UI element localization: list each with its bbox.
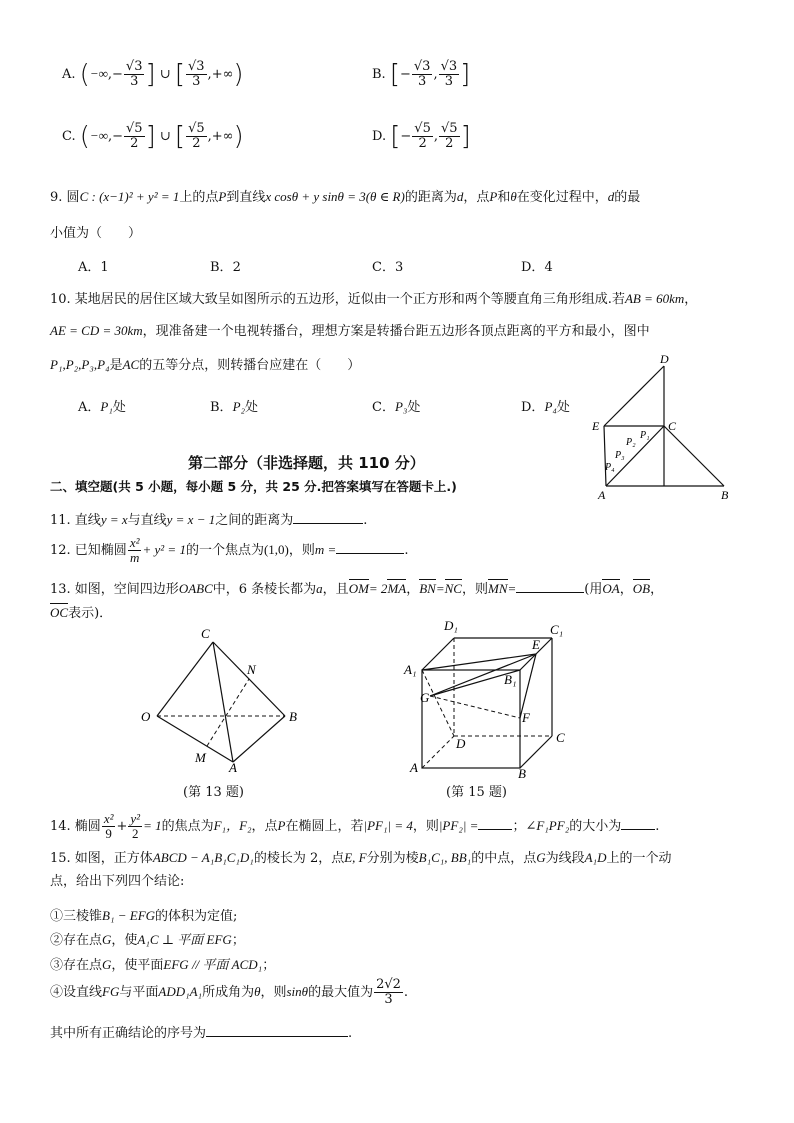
label-b1: B₁ [504, 672, 517, 687]
edge-a1-d1 [422, 638, 454, 670]
q10-option-b: B．P₂处 [210, 399, 259, 415]
q9-option-d: D．4 [521, 260, 553, 275]
q15-stem-line2: 点，给出下列四个结论: [50, 874, 185, 889]
label-a: A [598, 488, 606, 502]
q15-conclusion-3: ③存在点G，使平面EFG // 平面 ACD₁； [50, 957, 276, 973]
label-d: D [660, 352, 669, 366]
q8-option-d: D. [− $\frac{√5}{2}$ , $\frac{√5}{2}$ ] [372, 121, 471, 152]
label-b: B [721, 488, 729, 502]
q15-cube-figure [400, 616, 580, 780]
label-e: E [592, 419, 600, 433]
label-o: O [141, 709, 151, 724]
q15-answer-line: 其中所有正确结论的序号为 . [50, 1026, 353, 1041]
q13-figure-caption: (第 13 题) [183, 785, 244, 800]
q8-option-a: A. (−∞,− $\frac{√3}{3}$ ] ∪ [ $\frac{√3}{3}$ ,+∞) [62, 59, 244, 90]
q10-pentagon-figure [590, 352, 750, 502]
label-d1: D₁ [444, 618, 458, 633]
q10-option-a: A．P₁处 [78, 399, 126, 415]
part2-title: 第二部分（非选择题，共 110 分） [188, 454, 425, 472]
q11-answer-blank[interactable] [293, 511, 363, 524]
segment-a1-e [422, 654, 536, 670]
q9-stem-line2: 小值为（ ） [50, 226, 142, 241]
q8-option-c: C. (−∞,− $\frac{√5}{2}$ ] ∪ [ $\frac{√5}{2}$ ,+∞) [62, 121, 244, 152]
edge-oc [157, 642, 213, 716]
label-p4: P₄ [605, 462, 615, 473]
label-p1: P₁ [640, 430, 650, 441]
q15-answer-blank[interactable] [206, 1024, 348, 1037]
q10-stem-line2: AE = CD = 30km，现准备建一个电视转播台，理想方案是转播台距五边形各顶点距离的平方和最小，图中 [50, 323, 650, 339]
label-a: A [229, 760, 237, 772]
q15-stem-line1: 15. 如图，正方体ABCD − A₁B₁C₁D₁的棱长为 2，点E, F分别为棱B₁C₁, BB₁的中点，点G为线段A₁D上的一个动 [50, 850, 672, 866]
q9-option-c: C．3 [372, 260, 404, 275]
segment-e-f [520, 654, 536, 718]
label-d: D [456, 736, 466, 751]
edge-ab [233, 716, 285, 762]
label-n: N [247, 662, 256, 677]
q15-figure-caption: (第 15 题) [446, 785, 507, 800]
fill-section-title: 二、填空题(共 5 小题，每小题 5 分，共 25 分.把答案填写在答题卡上.) [50, 479, 457, 494]
label-b: B [289, 709, 297, 724]
label-c: C [201, 626, 210, 641]
q11-stem: 11. 直线y = x与直线y = x − 1之间的距离为 . [50, 512, 368, 528]
edge-ea [604, 426, 606, 486]
edge-b-c [520, 736, 552, 768]
label-m: M [195, 750, 206, 765]
q9-option-a: A．1 [78, 260, 109, 275]
q8-option-b: B. [− $\frac{√3}{3}$ , $\frac{√3}{3}$ ] [372, 59, 471, 90]
q13-stem-line1: 13. 如图，空间四边形OABC中，6 条棱长都为a，且OM= 2MA，BN=NC，则MN= (用OA，OB， [50, 581, 664, 597]
q15-conclusion-1: ①三棱锥B₁ − EFG的体积为定值; [50, 908, 238, 924]
edge-bc [664, 426, 724, 486]
q15-conclusion-4: ④设直线FG与平面ADD₁A₁所成角为θ，则sinθ的最大值为 $\frac{2√2}{3}$ . [50, 977, 409, 1007]
label-g: G [420, 690, 430, 705]
label-c1: C₁ [550, 622, 564, 637]
q14-stem: 14. 椭圆 $\frac{\text{x²}}{9}$ + $\frac{\text{y²}}{2}$ = 1的焦点为F₁，F₂，点P在椭圆上，若|PF₁| = 4，则|PF₂| = ；∠F₁PF₂的大小为 . [50, 811, 660, 841]
label-c: C [668, 419, 677, 433]
q10-option-c: C．P₃处 [372, 399, 421, 415]
label-a: A [410, 760, 418, 775]
edge-a-d-hidden [422, 736, 454, 768]
label-p3: P₃ [615, 450, 625, 461]
q15-conclusion-2: ②存在点G，使A₁C ⊥ 平面 EFG； [50, 932, 245, 948]
edge-de [604, 366, 664, 426]
q10-stem-line1: 10. 某地居民的居住区域大致呈如图所示的五边形，近似由一个正方形和两个等腰直角三角形组成.若AB = 60km， [50, 291, 698, 307]
q13-answer-blank[interactable] [516, 580, 584, 593]
q12-stem: 12. 已知椭圆 $\frac{\text{x²}}{m}$ + y² = 1的一个焦点为(1,0)，则m = . [50, 535, 409, 565]
label-a1: A₁ [404, 662, 417, 677]
q10-stem-line3: P₁,P₂,P₃,P₄是AC的五等分点，则转播台应建在（ ） [50, 357, 361, 373]
label-p2: P₂ [626, 437, 636, 448]
label-f: F [522, 710, 530, 725]
label-e: E [532, 637, 540, 652]
q14-answer-blank-1[interactable] [478, 817, 512, 830]
q12-answer-blank[interactable] [336, 541, 404, 554]
q13-stem-line2: OC表示)． [50, 605, 113, 621]
segment-mn-hidden [207, 679, 249, 746]
q9-stem-line1: 9. 圆C : (x−1)² + y² = 1上的点P到直线x cosθ + y sinθ = 3(θ ∈ R)的距离为d，点P和θ在变化过程中，d的最 [50, 189, 641, 205]
label-b: B [518, 766, 526, 780]
q13-tetrahedron-figure [135, 622, 315, 772]
q14-answer-blank-2[interactable] [621, 817, 655, 830]
label-c: C [556, 730, 565, 745]
q10-option-d: D．P₄处 [521, 399, 570, 415]
q9-option-b: B．2 [210, 260, 241, 275]
